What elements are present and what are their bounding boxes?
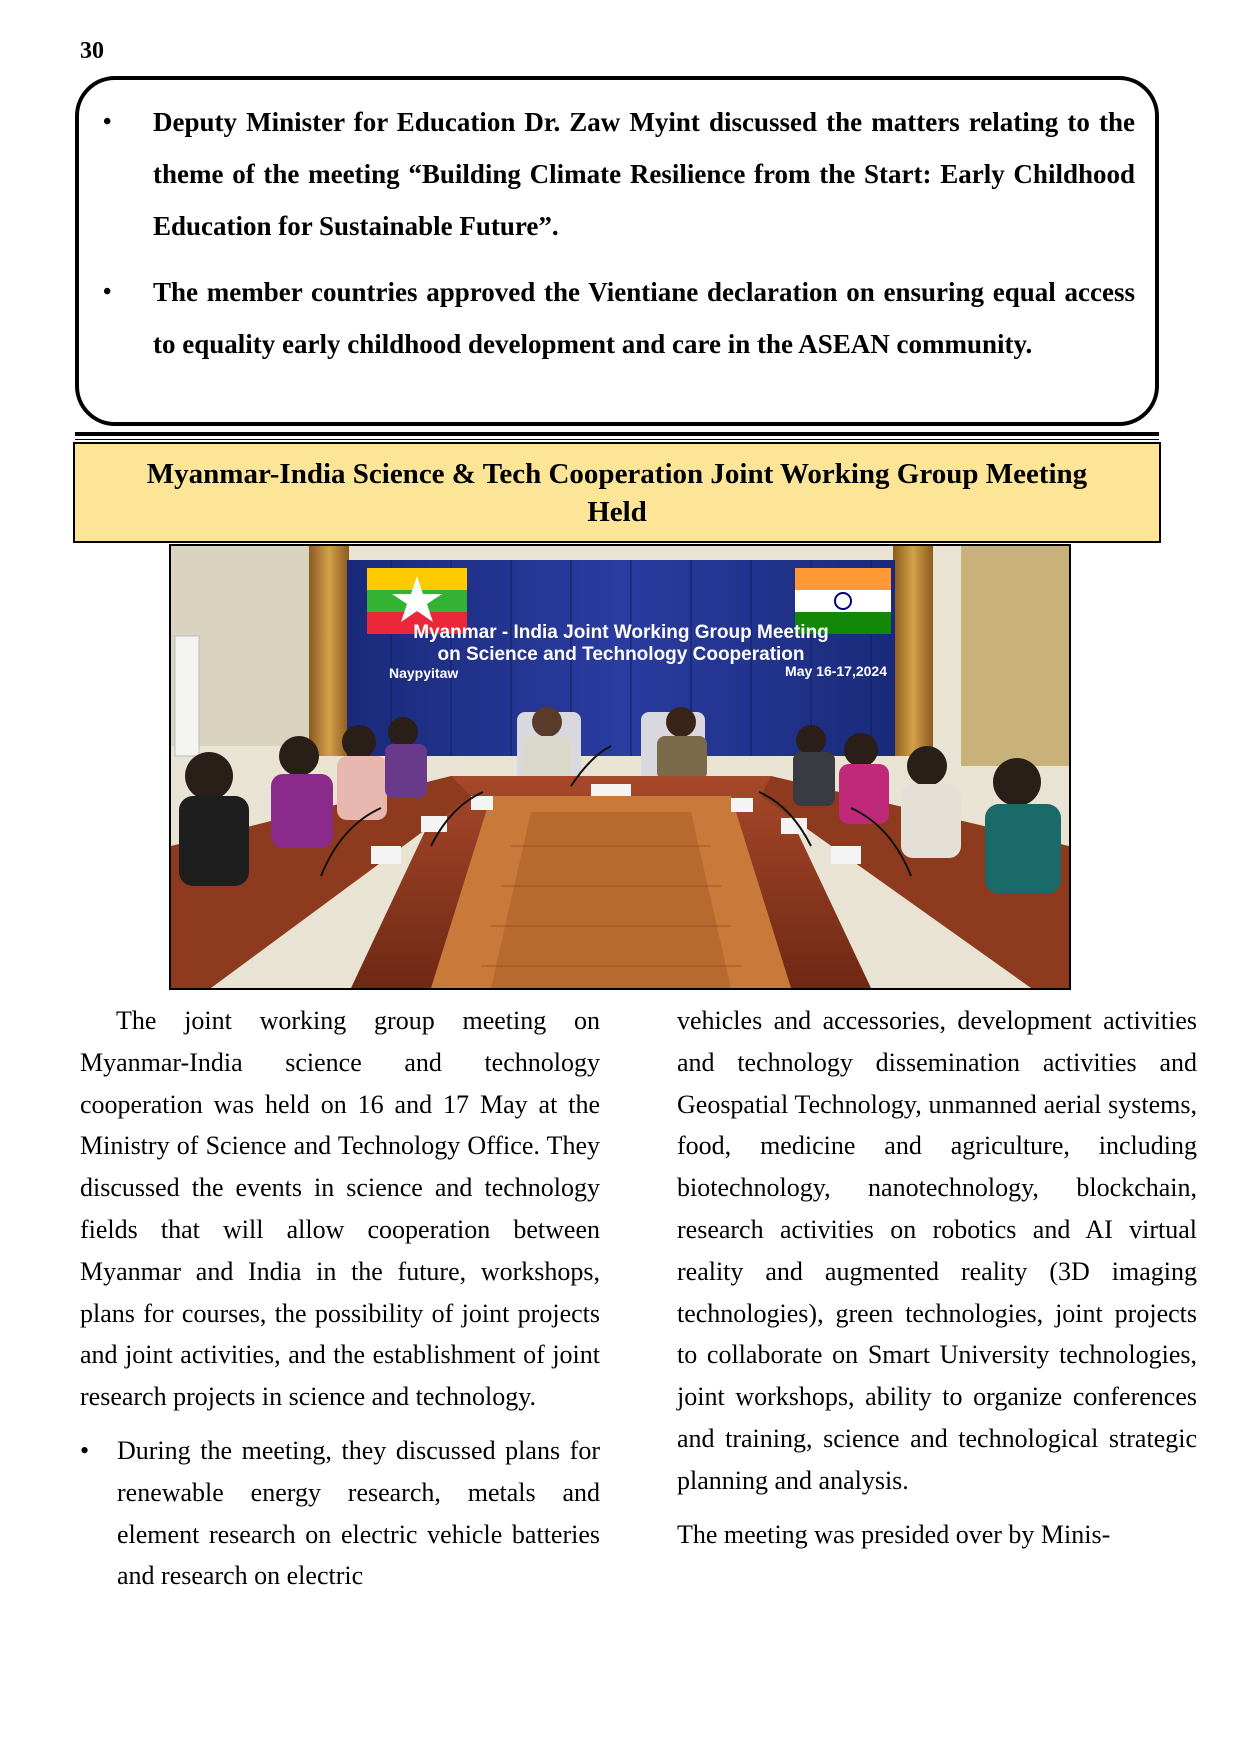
article-column-right <box>677 1000 1197 1555</box>
summary-list <box>139 96 1135 384</box>
summary-box <box>75 76 1159 426</box>
article-paragraph: vehicles and accessories, development activities and technology dissemination activities and Geospatial Technology, unmanned aerial systems, food, medicine and agriculture, including biotechnology, nanotechnology, blockchain, research activities on robotics and AI virtual reality and augmented reality (3D imaging technologies), green technologies, joint projects to collaborate on Smart University technologies, joint workshops, ability to organize conferences and training, science and technological strategic planning and analysis. <box>677 1006 1197 1495</box>
meeting-photo <box>169 544 1071 990</box>
article-bullet: • During the meeting, they discussed plans for renewable energy research, metals and element research on electric vehicle batteries and research on electric <box>80 1430 600 1597</box>
page-number: 30 <box>80 38 104 64</box>
svg-text:May 16-17,2024: May 16-17,2024 <box>785 663 887 679</box>
article-paragraph: The meeting was presided over by Minis- <box>677 1519 1111 1549</box>
article-column-left <box>80 1000 600 1597</box>
summary-bullet: • Deputy Minister for Education Dr. Zaw Myint discussed the matters relating to the theme of the meeting “Building Climate Resilience from the Start: Early Childhood Education for Sustainable Future”. <box>79 96 1135 252</box>
section-divider-thin <box>75 439 1159 440</box>
svg-text:Naypyitaw: Naypyitaw <box>389 665 459 681</box>
svg-text:Myanmar - India Joint Working: Myanmar - India Joint Working Group Meeting <box>413 622 829 643</box>
article-paragraph: The joint working group meeting on Myanmar-India science and technology cooperation was held on 16 and 17 May at the Ministry of Science and Technology Office. They discussed the events in science and technology fields that will allow cooperation between Myanmar and India in the future, workshops, plans for courses, the possibility of joint projects and joint activities, and the establishment of joint research projects in science and technology. <box>80 1006 600 1412</box>
svg-text:on Science and Technology Coop: on Science and Technology Cooperation <box>437 644 805 665</box>
section-divider <box>75 432 1159 436</box>
article-headline: Myanmar-India Science & Tech Cooperation Joint Working Group Meeting Held <box>146 457 1088 528</box>
headline-banner <box>73 442 1161 543</box>
summary-bullet: • The member countries approved the Vientiane declaration on ensuring equal access to equality early childhood development and care in the ASEAN community. <box>79 266 1135 370</box>
